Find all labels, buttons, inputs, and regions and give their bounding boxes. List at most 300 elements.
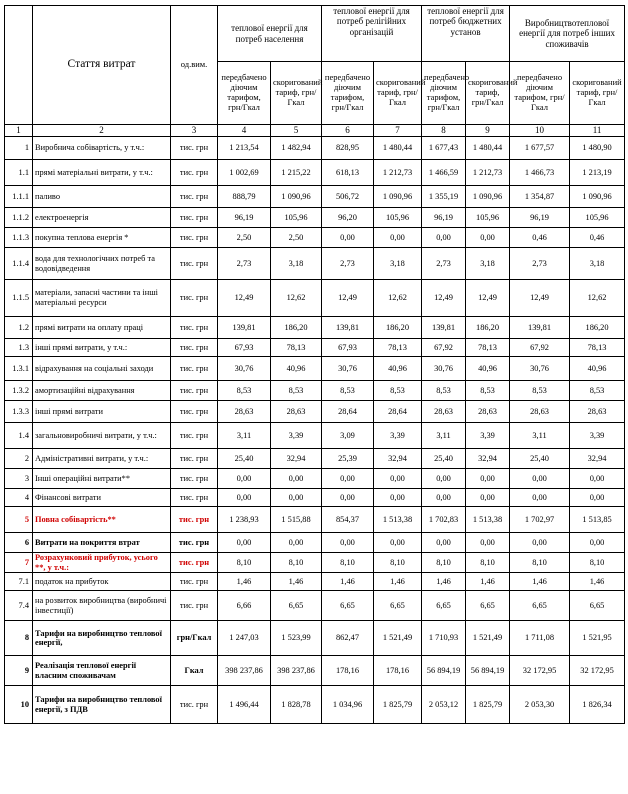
- row-value: 186,20: [570, 317, 625, 339]
- row-name: матеріали, запасні частини та інші матеріальні ресурси: [33, 280, 171, 317]
- row-value: 6,65: [374, 591, 422, 621]
- table-row: [5, 280, 625, 317]
- row-name: відрахування на соціальні заходи: [33, 357, 171, 381]
- row-unit: тис. грн: [171, 280, 218, 317]
- header-sub-4: скоригований тариф, грн/Гкал: [374, 62, 422, 125]
- row-value: 0,00: [510, 533, 570, 553]
- row-value: 1 513,85: [570, 507, 625, 533]
- row-number: 10: [5, 686, 33, 724]
- row-value: 0,00: [466, 228, 510, 248]
- row-number: 1.1.2: [5, 208, 33, 228]
- row-unit: тис. грн: [171, 317, 218, 339]
- row-value: 8,53: [422, 381, 466, 401]
- header-title: Стаття витрат: [33, 6, 171, 125]
- row-unit: тис. грн: [171, 686, 218, 724]
- row-value: 8,10: [466, 553, 510, 573]
- row-name: Розрахунковий прибуток, усього **, у т.ч.:: [33, 553, 171, 573]
- row-number: 1.2: [5, 317, 33, 339]
- row-value: 1 215,22: [271, 160, 322, 186]
- row-value: 1 496,44: [218, 686, 271, 724]
- row-value: 1 677,43: [422, 137, 466, 160]
- row-value: 78,13: [374, 339, 422, 357]
- row-unit: тис. грн: [171, 573, 218, 591]
- row-value: 32 172,95: [510, 656, 570, 686]
- row-value: 12,62: [570, 280, 625, 317]
- table-row: [5, 533, 625, 553]
- row-value: 8,10: [374, 553, 422, 573]
- row-value: 1 515,88: [271, 507, 322, 533]
- row-name: прямі матеріальні витрати, у т.ч.:: [33, 160, 171, 186]
- row-value: 1 354,87: [510, 186, 570, 208]
- row-value: 0,00: [374, 228, 422, 248]
- row-value: 1 002,69: [218, 160, 271, 186]
- col-number: 7: [374, 125, 422, 137]
- row-number: 6: [5, 533, 33, 553]
- row-value: 96,19: [510, 208, 570, 228]
- table-row: [5, 381, 625, 401]
- row-value: 30,76: [510, 357, 570, 381]
- row-unit: тис. грн: [171, 160, 218, 186]
- row-value: 0,00: [271, 469, 322, 489]
- row-unit: тис. грн: [171, 186, 218, 208]
- row-value: 3,39: [271, 423, 322, 449]
- row-value: 8,53: [374, 381, 422, 401]
- row-value: 8,10: [322, 553, 374, 573]
- col-number: 1: [5, 125, 33, 137]
- row-name: Тарифи на виробництво теплової енергії,: [33, 621, 171, 656]
- row-value: 6,65: [466, 591, 510, 621]
- row-value: 96,20: [322, 208, 374, 228]
- row-value: 67,92: [510, 339, 570, 357]
- row-value: 888,79: [218, 186, 271, 208]
- header-unit: од.вим.: [171, 6, 218, 125]
- row-name: податок на прибуток: [33, 573, 171, 591]
- row-value: 0,00: [218, 469, 271, 489]
- table-row: [5, 357, 625, 381]
- row-value: 1,46: [510, 573, 570, 591]
- row-value: 0,00: [271, 533, 322, 553]
- row-value: 8,10: [510, 553, 570, 573]
- row-value: 1 355,19: [422, 186, 466, 208]
- row-value: 40,96: [374, 357, 422, 381]
- row-value: 1 090,96: [570, 186, 625, 208]
- row-value: 1 711,08: [510, 621, 570, 656]
- row-value: 1 238,93: [218, 507, 271, 533]
- row-value: 1 825,79: [466, 686, 510, 724]
- row-value: 0,46: [510, 228, 570, 248]
- row-unit: тис. грн: [171, 449, 218, 469]
- row-value: 8,53: [570, 381, 625, 401]
- table-row: [5, 186, 625, 208]
- row-name: Повна собівартість**: [33, 507, 171, 533]
- row-value: 0,00: [422, 228, 466, 248]
- row-value: 96,19: [218, 208, 271, 228]
- row-value: 6,65: [570, 591, 625, 621]
- row-value: 3,09: [322, 423, 374, 449]
- row-value: 828,95: [322, 137, 374, 160]
- row-unit: тис. грн: [171, 591, 218, 621]
- row-value: 0,00: [322, 489, 374, 507]
- row-value: 12,62: [271, 280, 322, 317]
- row-value: 12,49: [322, 280, 374, 317]
- row-unit: тис. грн: [171, 423, 218, 449]
- row-value: 1 090,96: [374, 186, 422, 208]
- table-row: [5, 339, 625, 357]
- row-unit: тис. грн: [171, 248, 218, 280]
- row-value: 0,00: [322, 533, 374, 553]
- col-number: 3: [171, 125, 218, 137]
- row-value: 0,00: [466, 489, 510, 507]
- row-value: 186,20: [466, 317, 510, 339]
- row-value: 2 053,30: [510, 686, 570, 724]
- table-row: [5, 553, 625, 573]
- row-value: 8,10: [422, 553, 466, 573]
- row-value: 1 213,54: [218, 137, 271, 160]
- col-number: 10: [510, 125, 570, 137]
- row-value: 2,50: [218, 228, 271, 248]
- row-value: 1 482,94: [271, 137, 322, 160]
- row-unit: тис. грн: [171, 401, 218, 423]
- row-value: 8,10: [271, 553, 322, 573]
- row-value: 186,20: [374, 317, 422, 339]
- row-value: 398 237,86: [271, 656, 322, 686]
- row-unit: тис. грн: [171, 553, 218, 573]
- row-number: 1.3.2: [5, 381, 33, 401]
- row-name: Фінансові витрати: [33, 489, 171, 507]
- row-value: 0,00: [510, 469, 570, 489]
- row-number: 9: [5, 656, 33, 686]
- row-name: Адміністративні витрати, у т.ч.:: [33, 449, 171, 469]
- row-number: 1.1: [5, 160, 33, 186]
- row-value: 67,93: [322, 339, 374, 357]
- row-value: 8,10: [570, 553, 625, 573]
- row-value: 1 212,73: [374, 160, 422, 186]
- row-value: 12,49: [510, 280, 570, 317]
- row-unit: тис. грн: [171, 469, 218, 489]
- row-value: 139,81: [422, 317, 466, 339]
- row-value: 78,13: [466, 339, 510, 357]
- col-number: 5: [271, 125, 322, 137]
- row-value: 0,00: [466, 469, 510, 489]
- row-value: 25,39: [322, 449, 374, 469]
- row-name: амортизаційні відрахування: [33, 381, 171, 401]
- header-group-2: теплової енергії для потреб релігійних організацій: [322, 6, 422, 62]
- row-value: 506,72: [322, 186, 374, 208]
- row-value: 67,93: [218, 339, 271, 357]
- row-value: 3,39: [374, 423, 422, 449]
- row-value: 12,49: [466, 280, 510, 317]
- row-value: 1 480,44: [466, 137, 510, 160]
- table-row: [5, 656, 625, 686]
- row-value: 1 521,49: [374, 621, 422, 656]
- table-row: [5, 686, 625, 724]
- row-value: 0,00: [271, 489, 322, 507]
- row-value: 30,76: [422, 357, 466, 381]
- row-value: 12,49: [218, 280, 271, 317]
- row-name: паливо: [33, 186, 171, 208]
- row-value: 1 247,03: [218, 621, 271, 656]
- row-number: 8: [5, 621, 33, 656]
- row-value: 0,00: [466, 533, 510, 553]
- row-value: 12,62: [374, 280, 422, 317]
- row-name: прямі витрати на оплату праці: [33, 317, 171, 339]
- row-value: 28,63: [510, 401, 570, 423]
- tariff-table: [4, 5, 625, 724]
- row-value: 56 894,19: [422, 656, 466, 686]
- header-group-3: теплової енергії для потреб бюджетних установ: [422, 6, 510, 62]
- row-unit: тис. грн: [171, 357, 218, 381]
- row-value: 0,00: [510, 489, 570, 507]
- row-name: покупна теплова енергія *: [33, 228, 171, 248]
- row-value: 0,46: [570, 228, 625, 248]
- row-value: 56 894,19: [466, 656, 510, 686]
- row-value: 78,13: [570, 339, 625, 357]
- row-value: 105,96: [374, 208, 422, 228]
- row-value: 1,46: [218, 573, 271, 591]
- row-value: 30,76: [218, 357, 271, 381]
- table-row: [5, 423, 625, 449]
- row-number: 1: [5, 137, 33, 160]
- row-value: 25,40: [422, 449, 466, 469]
- row-value: 32,94: [271, 449, 322, 469]
- row-value: 2,73: [322, 248, 374, 280]
- table-row: [5, 621, 625, 656]
- row-value: 105,96: [271, 208, 322, 228]
- row-value: 3,18: [374, 248, 422, 280]
- row-value: 40,96: [271, 357, 322, 381]
- col-number: 4: [218, 125, 271, 137]
- row-value: 1 090,96: [466, 186, 510, 208]
- row-value: 0,00: [218, 533, 271, 553]
- row-value: 1 212,73: [466, 160, 510, 186]
- row-value: 0,00: [570, 533, 625, 553]
- row-value: 0,00: [570, 489, 625, 507]
- col-number: 8: [422, 125, 466, 137]
- row-value: 3,39: [570, 423, 625, 449]
- row-number: 7.4: [5, 591, 33, 621]
- row-value: 6,65: [510, 591, 570, 621]
- row-value: 28,63: [422, 401, 466, 423]
- header-sub-1: передбачено діючим тарифом, грн/Гкал: [218, 62, 271, 125]
- row-name: інші прямі витрати: [33, 401, 171, 423]
- row-value: 1 702,83: [422, 507, 466, 533]
- row-value: 0,00: [374, 533, 422, 553]
- row-number: 1.3.1: [5, 357, 33, 381]
- row-value: 32 172,95: [570, 656, 625, 686]
- row-value: 398 237,86: [218, 656, 271, 686]
- row-value: 28,63: [218, 401, 271, 423]
- row-value: 1 466,59: [422, 160, 466, 186]
- row-number: 1.4: [5, 423, 33, 449]
- row-name: Виробнича собівартість, у т.ч.:: [33, 137, 171, 160]
- row-number: 7.1: [5, 573, 33, 591]
- table-row: [5, 469, 625, 489]
- row-unit: тис. грн: [171, 381, 218, 401]
- row-value: 32,94: [466, 449, 510, 469]
- row-value: 178,16: [322, 656, 374, 686]
- row-number: 1.3.3: [5, 401, 33, 423]
- row-name: електроенергія: [33, 208, 171, 228]
- row-value: 1 480,44: [374, 137, 422, 160]
- header-sub-5: передбачено діючим тарифом, грн/Гкал: [422, 62, 466, 125]
- table-row: [5, 507, 625, 533]
- row-value: 139,81: [322, 317, 374, 339]
- row-value: 3,18: [466, 248, 510, 280]
- row-value: 67,92: [422, 339, 466, 357]
- row-name: Тарифи на виробництво теплової енергії, з ПДВ: [33, 686, 171, 724]
- row-number: 1.1.4: [5, 248, 33, 280]
- row-value: 1 513,38: [466, 507, 510, 533]
- row-value: 2,50: [271, 228, 322, 248]
- table-row: [5, 489, 625, 507]
- row-name: Витрати на покриття втрат: [33, 533, 171, 553]
- row-value: 862,47: [322, 621, 374, 656]
- row-value: 3,11: [218, 423, 271, 449]
- row-value: 0,00: [374, 469, 422, 489]
- row-unit: тис. грн: [171, 489, 218, 507]
- col-number: 11: [570, 125, 625, 137]
- header-sub-3: передбачено діючим тарифом, грн/Гкал: [322, 62, 374, 125]
- row-value: 3,11: [510, 423, 570, 449]
- row-value: 0,00: [322, 228, 374, 248]
- row-value: 139,81: [218, 317, 271, 339]
- col-number: 9: [466, 125, 510, 137]
- row-value: 8,53: [271, 381, 322, 401]
- row-value: 8,53: [322, 381, 374, 401]
- row-value: 6,65: [271, 591, 322, 621]
- row-value: 2,73: [510, 248, 570, 280]
- row-number: 1.3: [5, 339, 33, 357]
- row-value: 96,19: [422, 208, 466, 228]
- table-row: [5, 160, 625, 186]
- row-value: 0,00: [570, 469, 625, 489]
- row-value: 6,66: [218, 591, 271, 621]
- row-value: 1 523,99: [271, 621, 322, 656]
- row-value: 6,65: [422, 591, 466, 621]
- row-value: 32,94: [374, 449, 422, 469]
- header-sub-8: скоригований тариф, грн/Гкал: [570, 62, 625, 125]
- row-number: 1.1.5: [5, 280, 33, 317]
- row-value: 30,76: [322, 357, 374, 381]
- row-value: 40,96: [570, 357, 625, 381]
- row-value: 28,63: [570, 401, 625, 423]
- row-value: 1,46: [374, 573, 422, 591]
- row-unit: Гкал: [171, 656, 218, 686]
- row-value: 0,00: [422, 469, 466, 489]
- header-group-4: Виробництвотеплової енергії для потреб інших споживачів: [510, 6, 625, 62]
- row-value: 1 213,19: [570, 160, 625, 186]
- row-value: 1 677,57: [510, 137, 570, 160]
- row-value: 1 710,93: [422, 621, 466, 656]
- row-value: 2,73: [218, 248, 271, 280]
- row-name: Інші операційні витрати**: [33, 469, 171, 489]
- row-value: 1,46: [271, 573, 322, 591]
- column-number-row: [5, 125, 625, 137]
- row-value: 25,40: [218, 449, 271, 469]
- row-value: 1,46: [422, 573, 466, 591]
- table-row: [5, 449, 625, 469]
- table-row: [5, 591, 625, 621]
- row-unit: грн/Гкал: [171, 621, 218, 656]
- row-number: 5: [5, 507, 33, 533]
- row-value: 28,63: [271, 401, 322, 423]
- row-value: 28,64: [374, 401, 422, 423]
- row-value: 3,18: [570, 248, 625, 280]
- row-number: 3: [5, 469, 33, 489]
- row-number: 7: [5, 553, 33, 573]
- row-value: 105,96: [570, 208, 625, 228]
- row-value: 854,37: [322, 507, 374, 533]
- table-row: [5, 317, 625, 339]
- row-unit: тис. грн: [171, 339, 218, 357]
- row-value: 8,53: [466, 381, 510, 401]
- row-value: 0,00: [218, 489, 271, 507]
- col-number: 2: [33, 125, 171, 137]
- row-value: 1 466,73: [510, 160, 570, 186]
- row-value: 0,00: [374, 489, 422, 507]
- table-row: [5, 248, 625, 280]
- row-value: 3,18: [271, 248, 322, 280]
- row-value: 2,73: [422, 248, 466, 280]
- row-value: 28,64: [322, 401, 374, 423]
- row-value: 1,46: [570, 573, 625, 591]
- table-row: [5, 137, 625, 160]
- header-sub-7: передбачено діючим тарифом, грн/Гкал: [510, 62, 570, 125]
- row-number: 4: [5, 489, 33, 507]
- row-value: 3,11: [422, 423, 466, 449]
- row-unit: тис. грн: [171, 228, 218, 248]
- row-value: 1 826,34: [570, 686, 625, 724]
- row-value: 1,46: [322, 573, 374, 591]
- row-unit: тис. грн: [171, 137, 218, 160]
- row-value: 40,96: [466, 357, 510, 381]
- row-number: 1.1.3: [5, 228, 33, 248]
- header-group-1: теплової енергії для потреб населення: [218, 6, 322, 62]
- row-value: 1 521,95: [570, 621, 625, 656]
- row-number: 2: [5, 449, 33, 469]
- row-unit: тис. грн: [171, 533, 218, 553]
- table-row: [5, 228, 625, 248]
- row-value: 618,13: [322, 160, 374, 186]
- row-value: 1 521,49: [466, 621, 510, 656]
- row-number: 1.1.1: [5, 186, 33, 208]
- row-value: 8,53: [218, 381, 271, 401]
- table-row: [5, 401, 625, 423]
- header-blank: [5, 6, 33, 125]
- row-value: 1 480,90: [570, 137, 625, 160]
- row-value: 28,63: [466, 401, 510, 423]
- row-name: інші прямі витрати, у т.ч.:: [33, 339, 171, 357]
- row-value: 1 702,97: [510, 507, 570, 533]
- row-unit: тис. грн: [171, 208, 218, 228]
- header-sub-6: скоригований тариф, грн/Гкал: [466, 62, 510, 125]
- row-value: 1 828,78: [271, 686, 322, 724]
- row-value: 78,13: [271, 339, 322, 357]
- row-value: 0,00: [422, 489, 466, 507]
- row-value: 6,65: [322, 591, 374, 621]
- row-value: 139,81: [510, 317, 570, 339]
- row-name: Реалізація теплової енергії власним споживачам: [33, 656, 171, 686]
- row-value: 1 090,96: [271, 186, 322, 208]
- row-value: 2 053,12: [422, 686, 466, 724]
- row-value: 3,39: [466, 423, 510, 449]
- row-value: 1 825,79: [374, 686, 422, 724]
- row-value: 25,40: [510, 449, 570, 469]
- row-value: 8,53: [510, 381, 570, 401]
- row-unit: тис. грн: [171, 507, 218, 533]
- row-value: 12,49: [422, 280, 466, 317]
- row-value: 0,00: [322, 469, 374, 489]
